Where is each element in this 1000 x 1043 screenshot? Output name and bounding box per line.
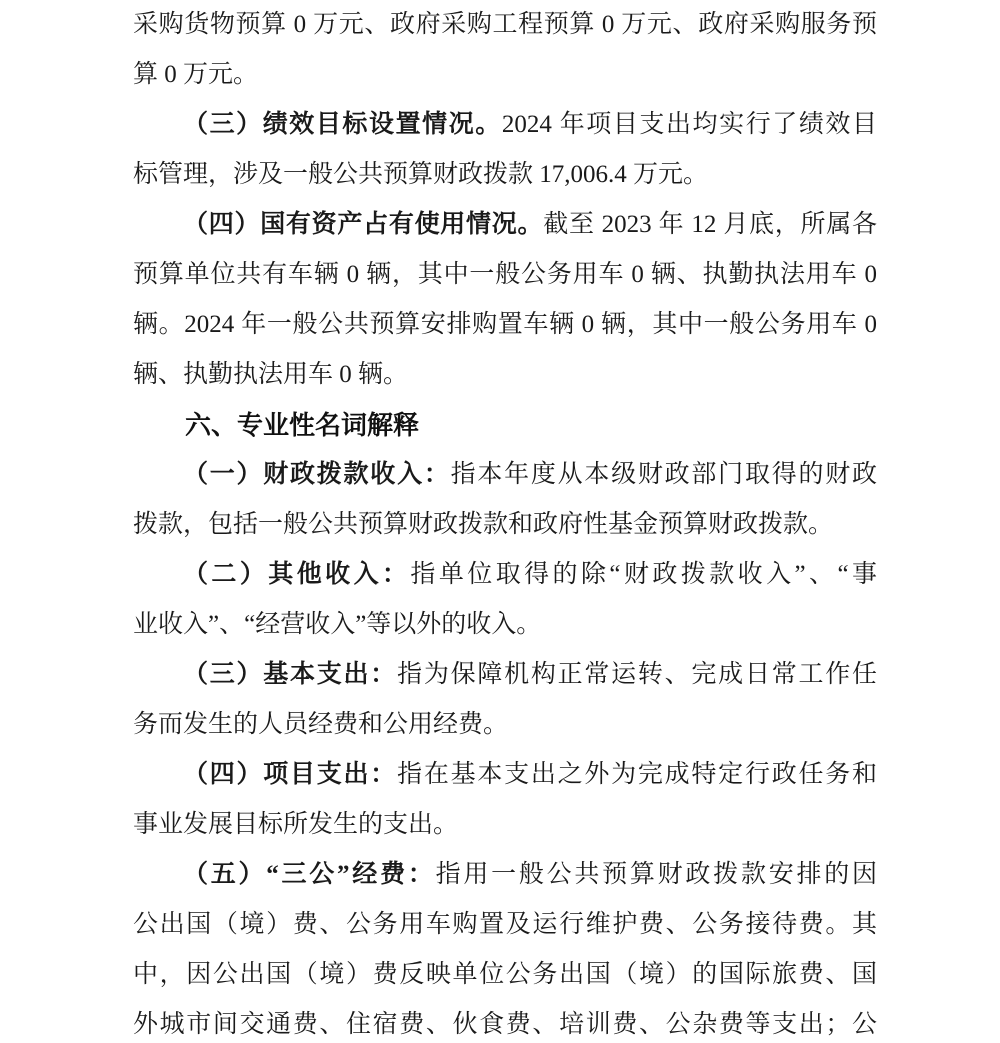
text-line-body: 指单位取得的除“财政拨款收入”、“事 [410, 561, 877, 588]
text-line-body: 指本年度从本级财政部门取得的财政 [450, 461, 877, 488]
paragraph-lead: （四）国有资产占有使用情况。 [183, 211, 544, 238]
text-line [133, 200, 877, 250]
text-line [133, 350, 877, 400]
text-line [133, 550, 877, 600]
text-line-body: 算 0 万元。 [133, 61, 259, 88]
text-line [133, 50, 877, 100]
text-line [133, 750, 877, 800]
text-line-body: 拨款，包括一般公共预算财政拨款和政府性基金预算财政拨款。 [133, 511, 834, 538]
paragraph-lead: （五）“三公”经费： [183, 861, 436, 888]
text-line-body: 务而发生的人员经费和公用经费。 [133, 711, 509, 738]
text-line [133, 300, 877, 350]
text-line-body: 业收入”、“经营收入”等以外的收入。 [133, 611, 542, 638]
paragraph-lead: （三）绩效目标设置情况。 [183, 111, 502, 138]
text-line [133, 800, 877, 850]
text-line [133, 450, 877, 500]
text-line [133, 850, 877, 900]
text-line-body: 指在基本支出之外为完成特定行政任务和 [397, 761, 877, 788]
text-line [133, 650, 877, 700]
text-line-body: 标管理，涉及一般公共预算财政拨款 17,006.4 万元。 [133, 161, 709, 188]
text-line-body: 采购货物预算 0 万元、政府采购工程预算 0 万元、政府采购服务预 [133, 11, 877, 38]
text-line-body: 辆、执勤执法用车 0 辆。 [133, 361, 409, 388]
text-line-body: 事业发展目标所发生的支出。 [133, 811, 459, 838]
text-line [133, 150, 877, 200]
text-line-body: 指用一般公共预算财政拨款安排的因 [435, 861, 877, 888]
text-line-body: 截至 2023 年 12 月底，所属各 [543, 211, 877, 238]
text-line-body: 2024 年项目支出均实行了绩效目 [501, 111, 877, 138]
text-line-body: 外城市间交通费、住宿费、伙食费、培训费、公杂费等支出；公 [133, 1011, 877, 1038]
text-line-body: 中，因公出国（境）费反映单位公务出国（境）的国际旅费、国 [133, 961, 877, 988]
text-line [133, 600, 877, 650]
text-line [133, 950, 877, 1000]
text-line-body: 预算单位共有车辆 0 辆，其中一般公务用车 0 辆、执勤执法用车 0 [133, 261, 877, 288]
section-heading [133, 400, 877, 450]
paragraph-lead: （二）其他收入： [183, 561, 411, 588]
text-line [133, 100, 877, 150]
text-line [133, 900, 877, 950]
paragraph-lead: （三）基本支出： [183, 661, 398, 688]
text-line [133, 250, 877, 300]
paragraph-lead: （一）财政拨款收入： [183, 461, 451, 488]
text-line [133, 500, 877, 550]
text-line-body: 指为保障机构正常运转、完成日常工作任 [397, 661, 877, 688]
text-line [133, 1000, 877, 1043]
text-line-body: 辆。2024 年一般公共预算安排购置车辆 0 辆，其中一般公务用车 0 [133, 311, 877, 338]
paragraph-lead: （四）项目支出： [183, 761, 398, 788]
section-heading-label: 六、专业性名词解释 [185, 410, 420, 440]
text-line-body: 公出国（境）费、公务用车购置及运行维护费、公务接待费。其 [133, 911, 877, 938]
text-line [133, 0, 877, 50]
text-line [133, 700, 877, 750]
